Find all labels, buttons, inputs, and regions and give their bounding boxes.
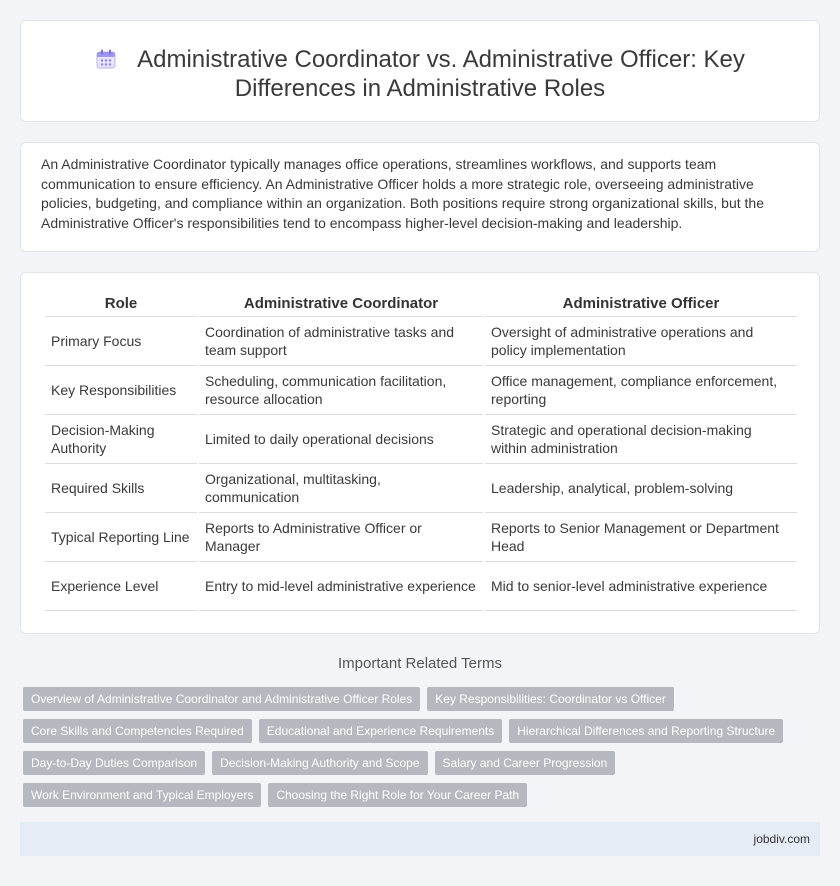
- comparison-table: [43, 291, 799, 611]
- table-cell: Scheduling, communication facilitation, resource allocation: [199, 366, 483, 415]
- related-term-tag[interactable]: Educational and Experience Requirements: [259, 719, 502, 743]
- related-term-tag[interactable]: Overview of Administrative Coordinator and Administrative Officer Roles: [23, 687, 420, 711]
- tag-row: [23, 783, 823, 807]
- table-cell: Decision-Making Authority: [45, 415, 197, 464]
- page-title-text: Administrative Coordinator vs. Administrative Officer: Key Differences in Administrative Roles: [137, 46, 745, 102]
- related-term-tag[interactable]: Hierarchical Differences and Reporting Structure: [509, 719, 783, 743]
- table-row: [45, 513, 797, 562]
- intro-card: [20, 142, 820, 252]
- related-term-tag[interactable]: Key Responsibilities: Coordinator vs Officer: [427, 687, 674, 711]
- table-cell: Primary Focus: [45, 317, 197, 366]
- table-cell: Typical Reporting Line: [45, 513, 197, 562]
- table-row: [45, 562, 797, 611]
- table-cell: Reports to Senior Management or Department Head: [485, 513, 797, 562]
- related-terms-title: Important Related Terms: [338, 655, 502, 672]
- table-cell: Leadership, analytical, problem-solving: [485, 464, 797, 513]
- table-cell: Organizational, multitasking, communication: [199, 464, 483, 513]
- table-row: [45, 366, 797, 415]
- column-header: Administrative Coordinator: [199, 291, 483, 317]
- related-term-tag[interactable]: Core Skills and Competencies Required: [23, 719, 252, 743]
- table-cell: Experience Level: [45, 562, 197, 611]
- table-cell: Mid to senior-level administrative experience: [485, 562, 797, 611]
- tag-row: [23, 751, 823, 775]
- related-term-tag[interactable]: Decision-Making Authority and Scope: [212, 751, 427, 775]
- related-term-tag[interactable]: Choosing the Right Role for Your Career Path: [268, 783, 527, 807]
- table-cell: Office management, compliance enforcement, reporting: [485, 366, 797, 415]
- related-term-tag[interactable]: Day-to-Day Duties Comparison: [23, 751, 205, 775]
- column-header: Administrative Officer: [485, 291, 797, 317]
- table-header-row: [45, 291, 797, 317]
- table-cell: Limited to daily operational decisions: [199, 415, 483, 464]
- table-cell: Oversight of administrative operations and policy implementation: [485, 317, 797, 366]
- table-cell: Strategic and operational decision-making within administration: [485, 415, 797, 464]
- tag-row: [23, 719, 823, 743]
- tag-row: [23, 687, 823, 711]
- table-row: [45, 415, 797, 464]
- column-header: Role: [45, 291, 197, 317]
- table-cell: Required Skills: [45, 464, 197, 513]
- intro-paragraph: An Administrative Coordinator typically manages office operations, streamlines workflows, and supports team communication to ensure efficiency. An Administrative Officer holds a more strategic role, overseeing administrative policies, budgeting, and compliance within an organization. Both positions require strong organizational skills, but the Administrative Officer's responsibilities tend to encompass higher-level decision-making and leadership.: [41, 156, 764, 231]
- related-terms-tags: [23, 687, 823, 815]
- footer-site-link[interactable]: jobdiv.com: [753, 832, 810, 846]
- comparison-table-card: [20, 272, 820, 634]
- related-term-tag[interactable]: Work Environment and Typical Employers: [23, 783, 261, 807]
- calendar-icon: [95, 48, 117, 70]
- table-cell: Reports to Administrative Officer or Manager: [199, 513, 483, 562]
- header-card: [20, 20, 820, 122]
- table-row: [45, 317, 797, 366]
- table-cell: Coordination of administrative tasks and team support: [199, 317, 483, 366]
- related-term-tag[interactable]: Salary and Career Progression: [435, 751, 616, 775]
- page-title: [21, 45, 819, 103]
- footer: [20, 822, 820, 856]
- table-cell: Entry to mid-level administrative experience: [199, 562, 483, 611]
- table-cell: Key Responsibilities: [45, 366, 197, 415]
- table-row: [45, 464, 797, 513]
